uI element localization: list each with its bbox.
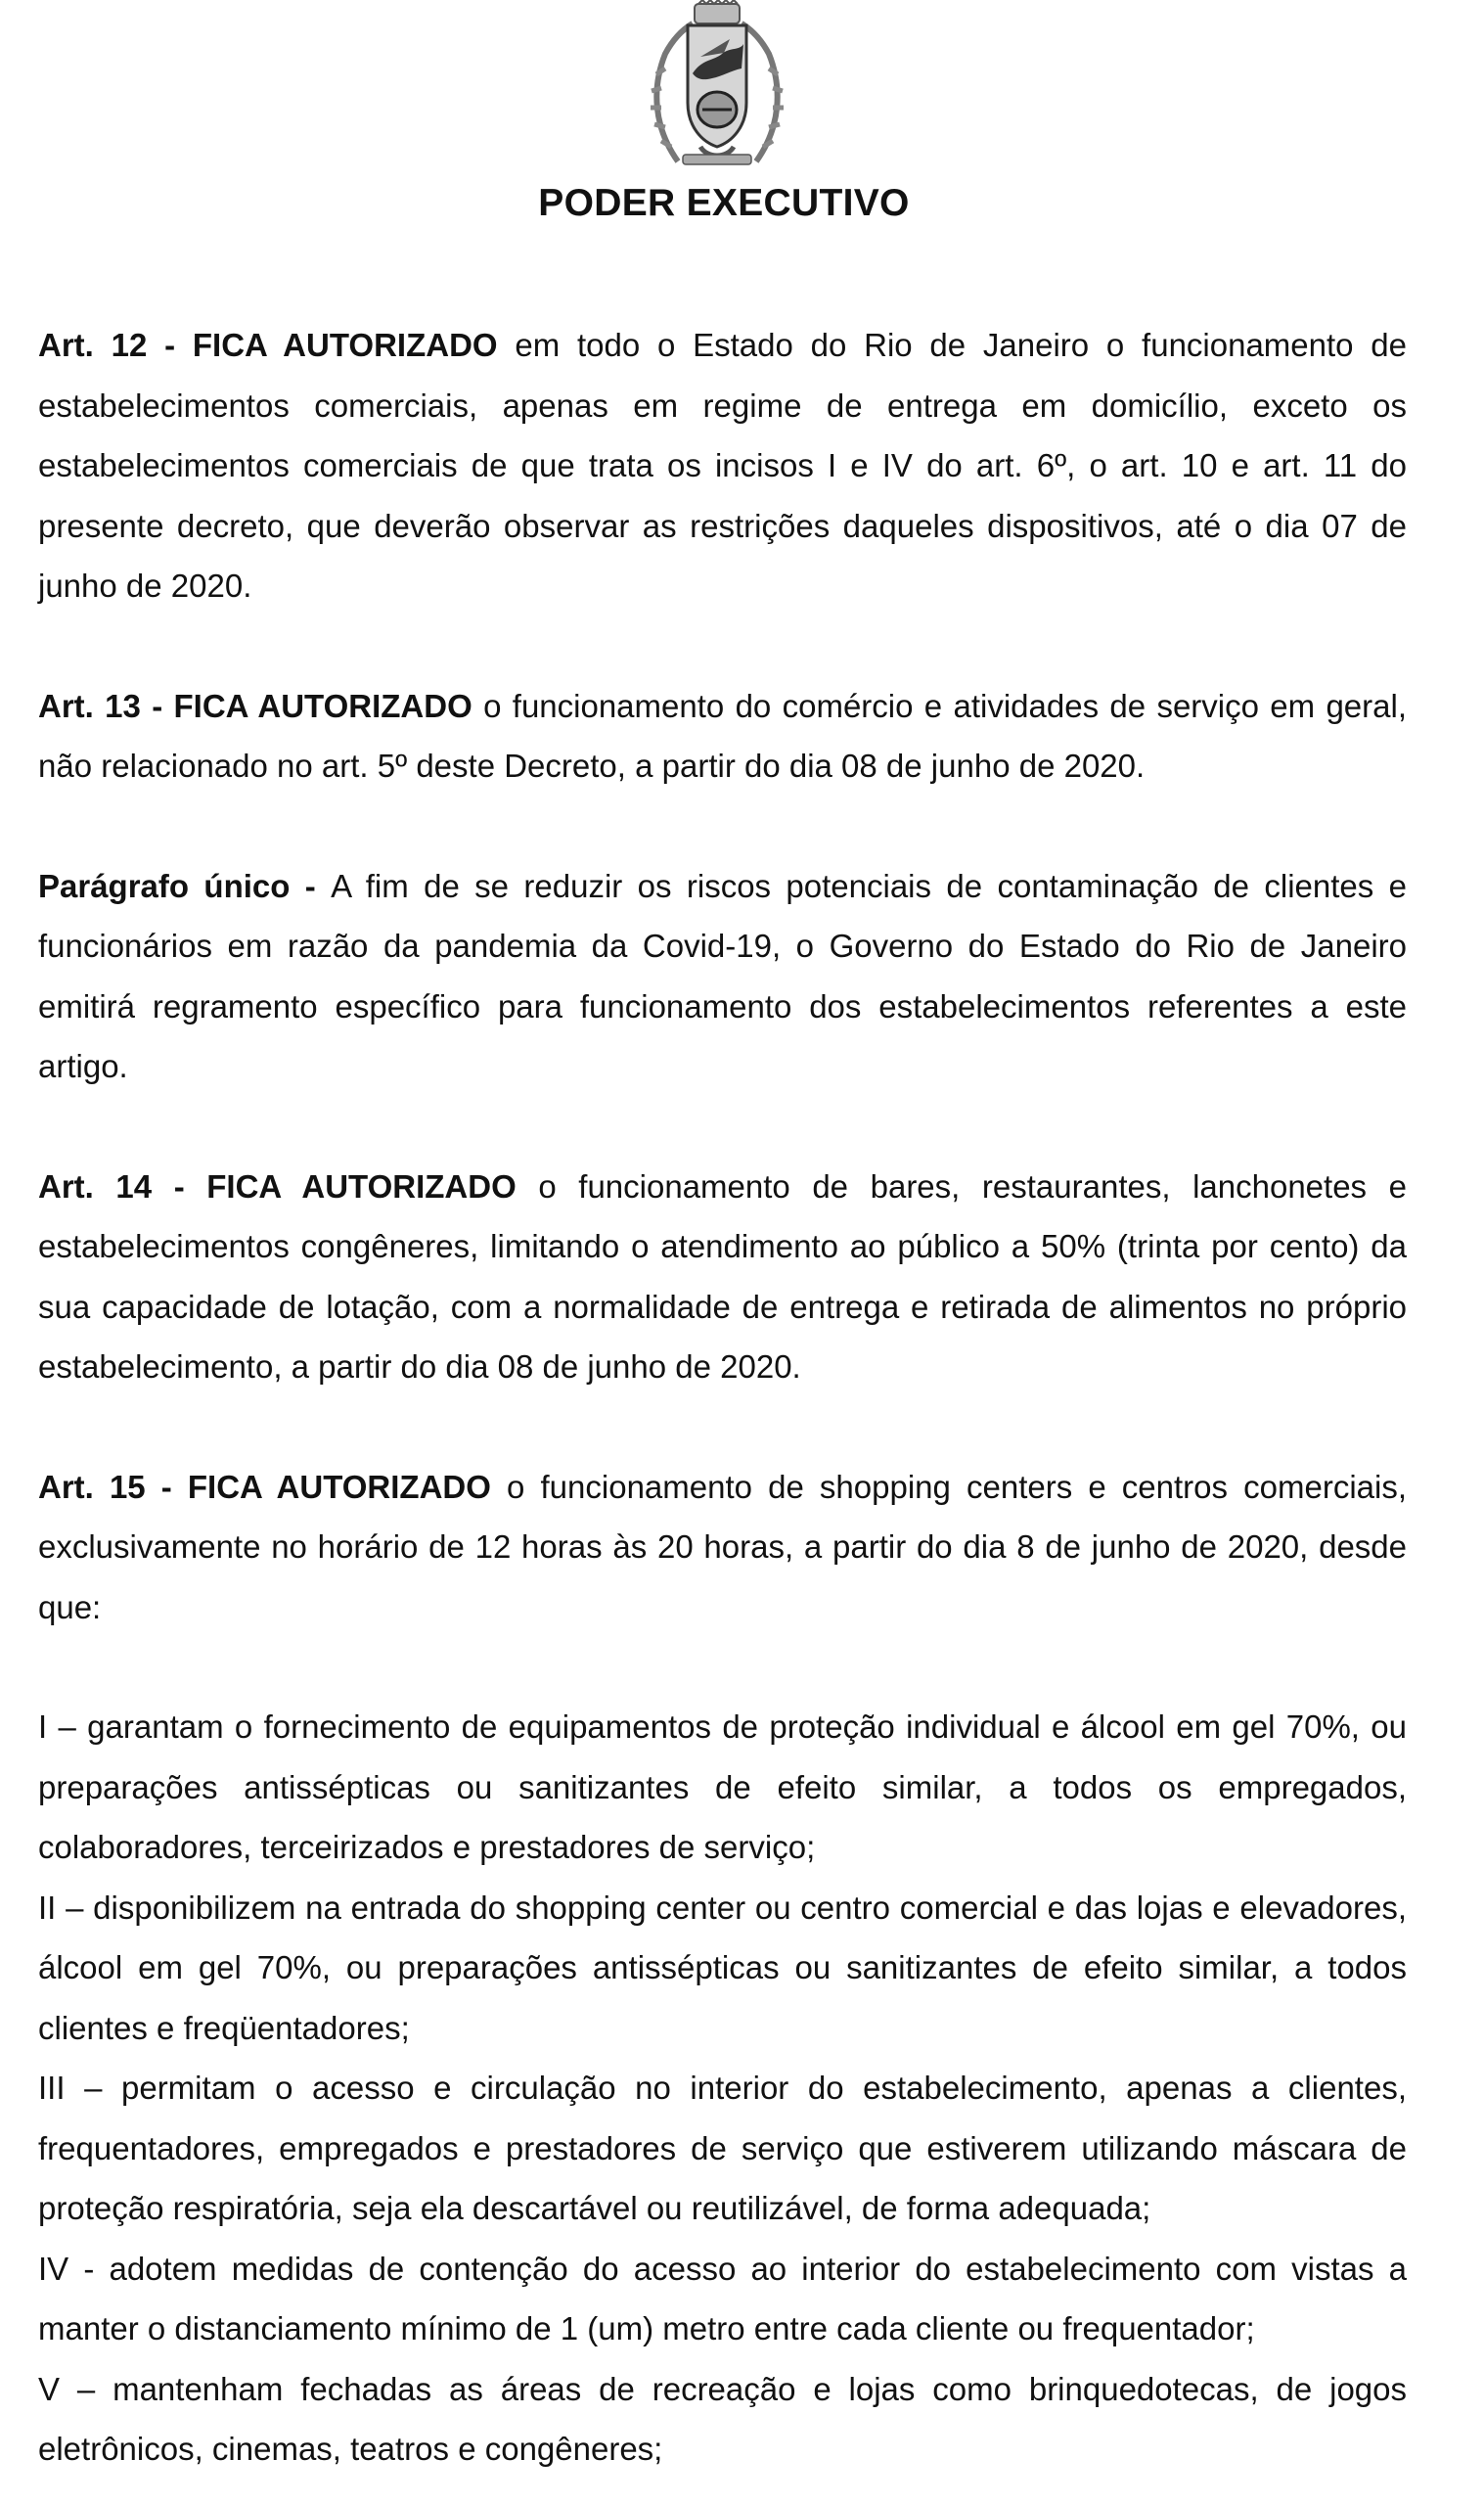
paragraph-spacer <box>38 1637 1407 1697</box>
article-15 <box>38 1457 1407 1638</box>
article-text: A fim de se reduzir os riscos potenciais de contaminação de clientes e funcionários em razão da pandemia da Covid-19, o Governo do Estado do Rio de Janeiro emitirá regramento específico para funcionamento dos estabelecimentos referentes a este artigo. <box>38 867 1407 1084</box>
article-text: o funcionamento de bares, restaurantes, lanchonetes e estabelecimentos congêneres, limitando o atendimento ao público a 50% (trinta por cento) da sua capacidade de lotação, com a normalidade de entrega e retirada de alimentos no próprio estabelecimento, a partir do dia 08 de junho de 2020. <box>38 1167 1407 1385</box>
document-body <box>38 315 1407 2480</box>
state-coat-of-arms-emblem <box>644 0 790 176</box>
paragraph-spacer <box>38 1397 1407 1457</box>
paragraph-spacer <box>38 616 1407 676</box>
list-item: I – garantam o fornecimento de equipamentos de proteção individual e álcool em gel 70%, ou preparações antissépticas ou sanitizantes de efeito similar, a todos os empregados, colaboradores, terceirizados e prestadores de serviço; <box>38 1708 1407 1865</box>
list-item: II – disponibilizem na entrada do shopping center ou centro comercial e das lojas e elevadores, álcool em gel 70%, ou preparações antissépticas ou sanitizantes de efeito similar, a todos clientes e freqüentadores; <box>38 1889 1407 2046</box>
list-item: V – mantenham fechadas as áreas de recreação e lojas como brinquedotecas, de jogos eletrônicos, cinemas, teatros e congêneres; <box>38 2370 1407 2467</box>
article-lead: Art. 12 - FICA AUTORIZADO <box>38 327 498 363</box>
article-text: o funcionamento do comércio e atividades de serviço em geral, não relacionado no art. 5º deste Decreto, a partir do dia 08 de junho de 2020. <box>38 687 1408 784</box>
article-14 <box>38 1157 1407 1397</box>
article-lead: Art. 13 - FICA AUTORIZADO <box>38 687 472 724</box>
page-header-title: PODER EXECUTIVO <box>538 182 910 224</box>
article-13 <box>38 676 1407 797</box>
article-lead: Parágrafo único - <box>38 867 332 904</box>
article-12 <box>38 315 1407 616</box>
article-lead: Art. 14 - FICA AUTORIZADO <box>38 1167 517 1205</box>
article-lead: Art. 15 - FICA AUTORIZADO <box>38 1468 491 1505</box>
list-item: III – permitam o acesso e circulação no interior do estabelecimento, apenas a clientes, frequentadores, empregados e prestadores de serviço que estiverem utilizando máscara de proteção respiratória, seja ela descartável ou reutilizável, de forma adequada; <box>38 2070 1407 2226</box>
article-text: o funcionamento de shopping centers e centros comerciais, exclusivamente no horário de 12 horas às 20 horas, a partir do dia 8 de junho de 2020, desde que: <box>38 1468 1407 1625</box>
article-text: em todo o Estado do Rio de Janeiro o funcionamento de estabelecimentos comerciais, apenas em regime de entrega em domicílio, exceto os estabelecimentos comerciais de que trata os incisos I e IV do art. 6º, o art. 10 e art. 11 do presente decreto, que deverão observar as restrições daqueles dispositivos, até o dia 07 de junho de 2020. <box>38 327 1408 604</box>
paragraph-spacer <box>38 797 1407 856</box>
list-item: IV - adotem medidas de contenção do acesso ao interior do estabelecimento com vistas a manter o distanciamento mínimo de 1 (um) metro entre cada cliente ou frequentador; <box>38 2250 1407 2346</box>
sole-paragraph <box>38 856 1407 1097</box>
paragraph-spacer <box>38 1097 1407 1157</box>
